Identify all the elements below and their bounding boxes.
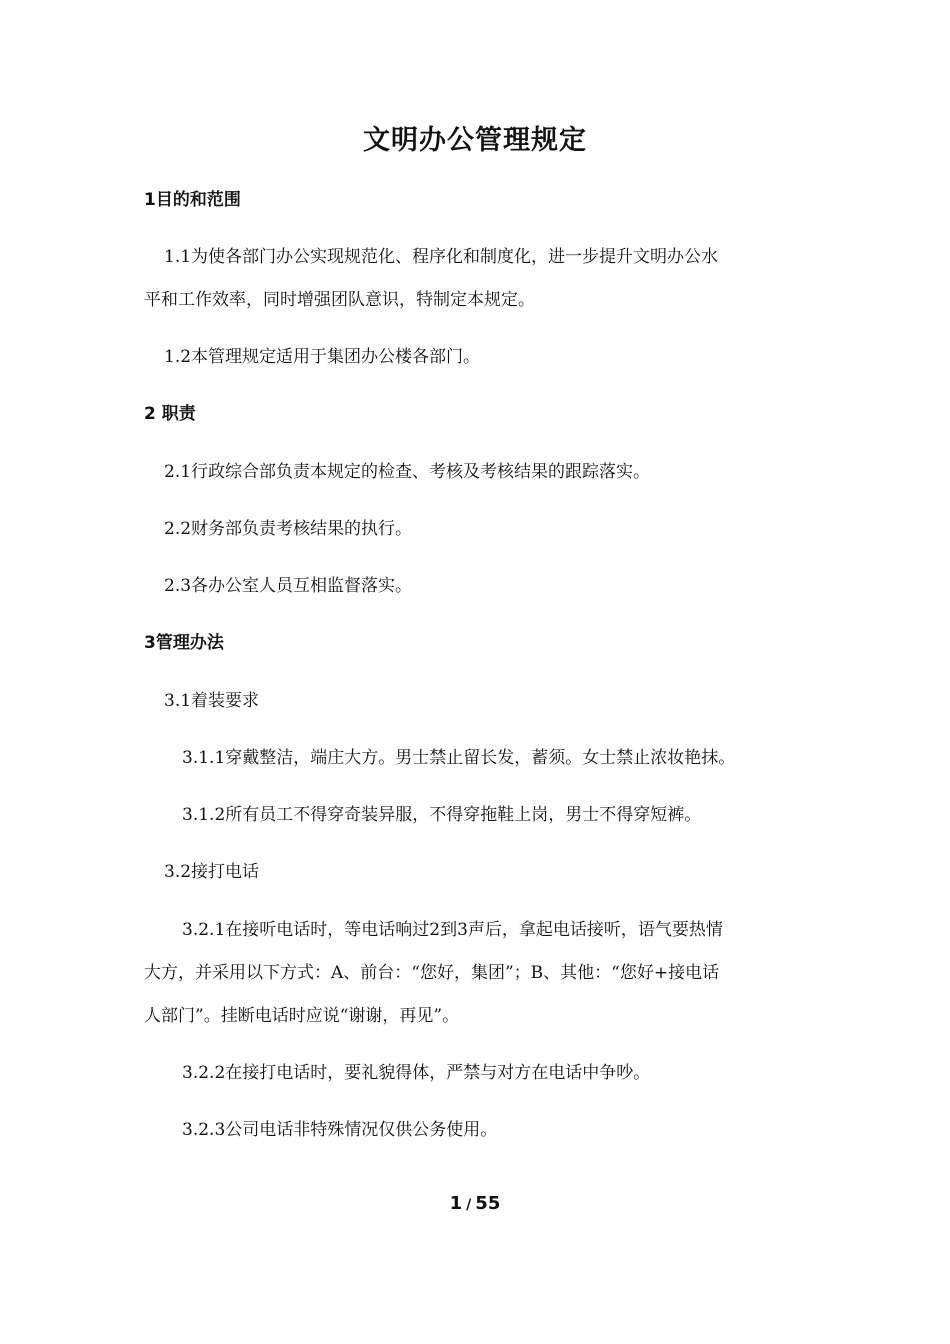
section-heading-2: 2 职责 bbox=[144, 404, 196, 424]
page-separator: / bbox=[466, 1197, 472, 1213]
section-heading-3: 3管理办法 bbox=[144, 633, 224, 653]
paragraph-3-1-1: 3.1.1穿戴整洁，端庄大方。男士禁止留长发，蓄须。女士禁止浓妆艳抹。 bbox=[182, 748, 736, 768]
page-number bbox=[0, 1193, 950, 1214]
total-pages-number: 55 bbox=[475, 1193, 501, 1214]
paragraph-3-2-2: 3.2.2在接打电话时，要礼貌得体，严禁与对方在电话中争吵。 bbox=[182, 1063, 651, 1083]
paragraph-2-3: 2.3各办公室人员互相监督落实。 bbox=[164, 576, 413, 596]
document-title: 文明办公管理规定 bbox=[363, 125, 587, 156]
subsection-3-2: 3.2接打电话 bbox=[164, 862, 260, 882]
paragraph-1-1-line-1: 1.1为使各部门办公实现规范化、程序化和制度化，进一步提升文明办公水 bbox=[164, 247, 719, 267]
paragraph-3-2-1-line-1: 3.2.1在接听电话时，等电话响过2到3声后，拿起电话接听，语气要热情 bbox=[182, 920, 723, 940]
paragraph-2-2: 2.2财务部负责考核结果的执行。 bbox=[164, 519, 413, 539]
paragraph-2-1: 2.1行政综合部负责本规定的检查、考核及考核结果的跟踪落实。 bbox=[164, 462, 651, 482]
paragraph-3-2-1-line-3: 人部门”。挂断电话时应说“谢谢，再见”。 bbox=[144, 1006, 460, 1026]
paragraph-1-1-line-2: 平和工作效率，同时增强团队意识，特制定本规定。 bbox=[144, 290, 535, 310]
section-heading-1: 1目的和范围 bbox=[144, 190, 241, 210]
current-page-number: 1 bbox=[449, 1193, 463, 1214]
subsection-3-1: 3.1着装要求 bbox=[164, 691, 260, 711]
paragraph-3-2-1-line-2: 大方，并采用以下方式：A、前台：“您好，集团”；B、其他：“您好+接电话 bbox=[144, 963, 720, 983]
paragraph-1-2: 1.2本管理规定适用于集团办公楼各部门。 bbox=[164, 347, 481, 367]
paragraph-3-1-2: 3.1.2所有员工不得穿奇装异服，不得穿拖鞋上岗，男士不得穿短裤。 bbox=[182, 805, 702, 825]
paragraph-3-2-3: 3.2.3公司电话非特殊情况仅供公务使用。 bbox=[182, 1120, 498, 1140]
